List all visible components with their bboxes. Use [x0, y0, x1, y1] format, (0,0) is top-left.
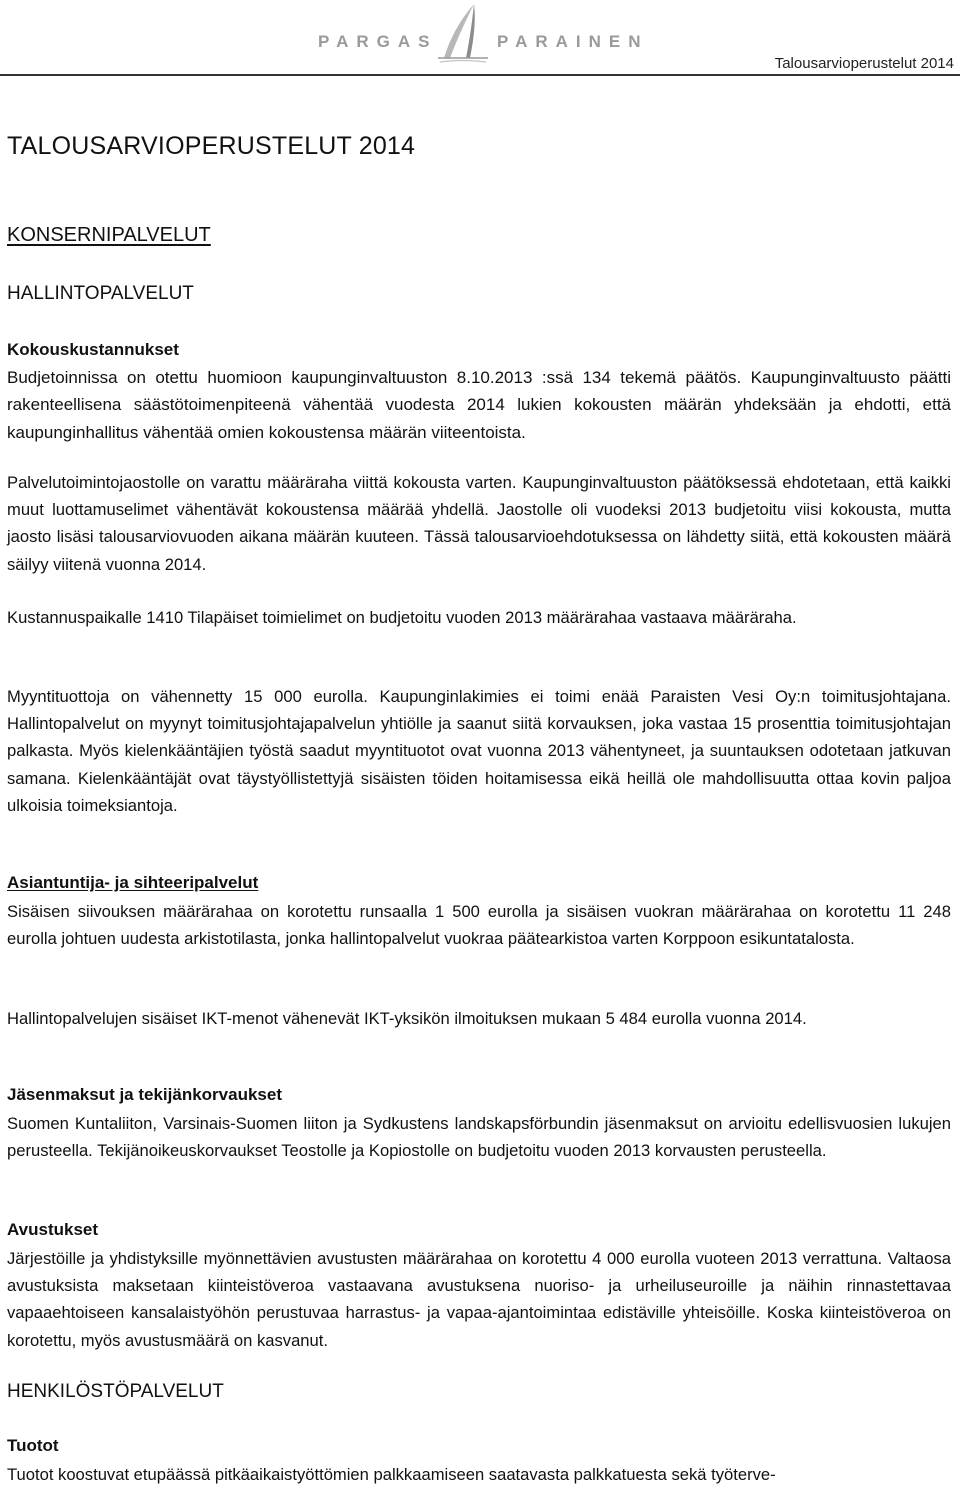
section-heading-henkilostopalvelut: HENKILÖSTÖPALVELUT [7, 1381, 224, 1402]
heading-asiantuntija: Asiantuntija- ja sihteeripalvelut [7, 873, 259, 892]
logo-text-parainen: PARAINEN [497, 32, 649, 51]
heading-avustukset: Avustukset [7, 1220, 99, 1239]
subsection-heading-hallintopalvelut: HALLINTOPALVELUT [7, 283, 194, 304]
paragraph-kokous-3: Kustannuspaikalle 1410 Tilapäiset toimielimet on budjetoitu vuoden 2013 määrärahaa vastaava määräraha. [7, 608, 797, 627]
paragraph-kokous-2: Palvelutoimintojaostolle on varattu määräraha viittä kokousta varten. Kaupunginvaltuuston päätöksessä ehdotetaan, että kaikki muut luottamuselimet vähentävät kokoustensa määrää yhdellä. Jaostolle oli vuodeksi 2013 budjetoitu viisi kokousta, mutta jaosto lisäsi talousarviovuoden aikana määrän kuuteen. Tässä talousarvioehdotuksessa on lähdetty siitä, että kokousten määrä säilyy viitenä vuonna 2014. [7, 473, 951, 574]
running-header-title: Talousarvioperustelut 2014 [774, 55, 954, 72]
heading-tuotot: Tuotot [7, 1436, 59, 1455]
paragraph-jasenmaksut-1: Suomen Kuntaliiton, Varsinais-Suomen liiton ja Sydkustens landskapsförbundin jäsenmaksut on arvioitu edellisvuosien lukujen perusteella. Tekijänoikeuskorvaukset Teostolle ja Kopiostolle on budjetoitu vuoden 2013 korvausten perusteella. [7, 1114, 951, 1161]
header-divider [0, 74, 960, 76]
sail-logo-icon [430, 2, 496, 64]
paragraph-kokous-1: Budjetoinnissa on otettu huomioon kaupunginvaltuuston 8.10.2013 :ssä 134 tekemä päätös. Kaupunginvaltuusto päätti rakenteellisena säästötoimenpiteenä vähentää vuodesta 2014 lukien kokousten määrän yhdeksään ja ehdotti, että kaupunginhallitus vähentää omien kokoustensa määrän viiteentoista. [7, 368, 951, 442]
paragraph-kokous-4: Myyntituottoja on vähennetty 15 000 eurolla. Kaupunginlakimies ei toimi enää Paraisten Vesi Oy:n toimitusjohtajana. Hallintopalvelut on myynyt toimitusjohtajapalvelun yhtiölle ja saanut siitä korvauksen, joka vastaa 15 prosenttia toimitusjohtajan palkasta. Myös kielenkääntäjien työstä saadut myyntituotot ovat vuonna 2013 vähentyneet, ja suuntauksen odotetaan jatkuvan samana. Kielenkääntäjät ovat täystyöllistettyjä sisäisten töiden hoitamisessa eikä heillä ole mahdollisuutta ottaa kovin paljoa ulkoisia toimeksiantoja. [7, 687, 951, 815]
paragraph-asiantuntija-2: Hallintopalvelujen sisäiset IKT-menot vähenevät IKT-yksikön ilmoituksen mukaan 5 484 eurolla vuonna 2014. [7, 1009, 807, 1028]
section-heading-konsernipalvelut: KONSERNIPALVELUT [7, 224, 211, 246]
paragraph-tuotot-1: Tuotot koostuvat etupäässä pitkäaikaistyöttömien palkkaamiseen saatavasta palkkatuesta sekä työterve- [7, 1465, 776, 1484]
paragraph-avustukset-1: Järjestöille ja yhdistyksille myönnettävien avustusten määrärahaa on korotettu 4 000 eurolla vuoteen 2013 verrattuna. Valtaosa avustuksista maksetaan kiinteistöveroa vastaavana avustuksena nuoriso- ja urheiluseuroille ja näihin rinnastettavaa vapaaehtoiseen kansalaistyöhön perustuvaa harrastus- ja vapaa-ajantoimintaa edistäville yhteisöille. Koska kiinteistöveroa on korotettu, myös avustusmäärä on kasvanut. [7, 1249, 951, 1350]
document-title: TALOUSARVIOPERUSTELUT 2014 [7, 132, 416, 160]
logo-text-pargas: PARGAS [318, 32, 438, 51]
page-header [0, 0, 960, 78]
heading-jasenmaksut: Jäsenmaksut ja tekijänkorvaukset [7, 1085, 282, 1104]
heading-kokouskustannukset: Kokouskustannukset [7, 340, 179, 359]
paragraph-asiantuntija-1: Sisäisen siivouksen määrärahaa on korotettu runsaalla 1 500 eurolla ja sisäisen vuokran määrärahaa on korotettu 11 248 eurolla johtuen uudesta arkistotilasta, jonka hallintopalvelut vuokraa päätearkistoa varten Korppoon esikuntatalosta. [7, 902, 951, 949]
